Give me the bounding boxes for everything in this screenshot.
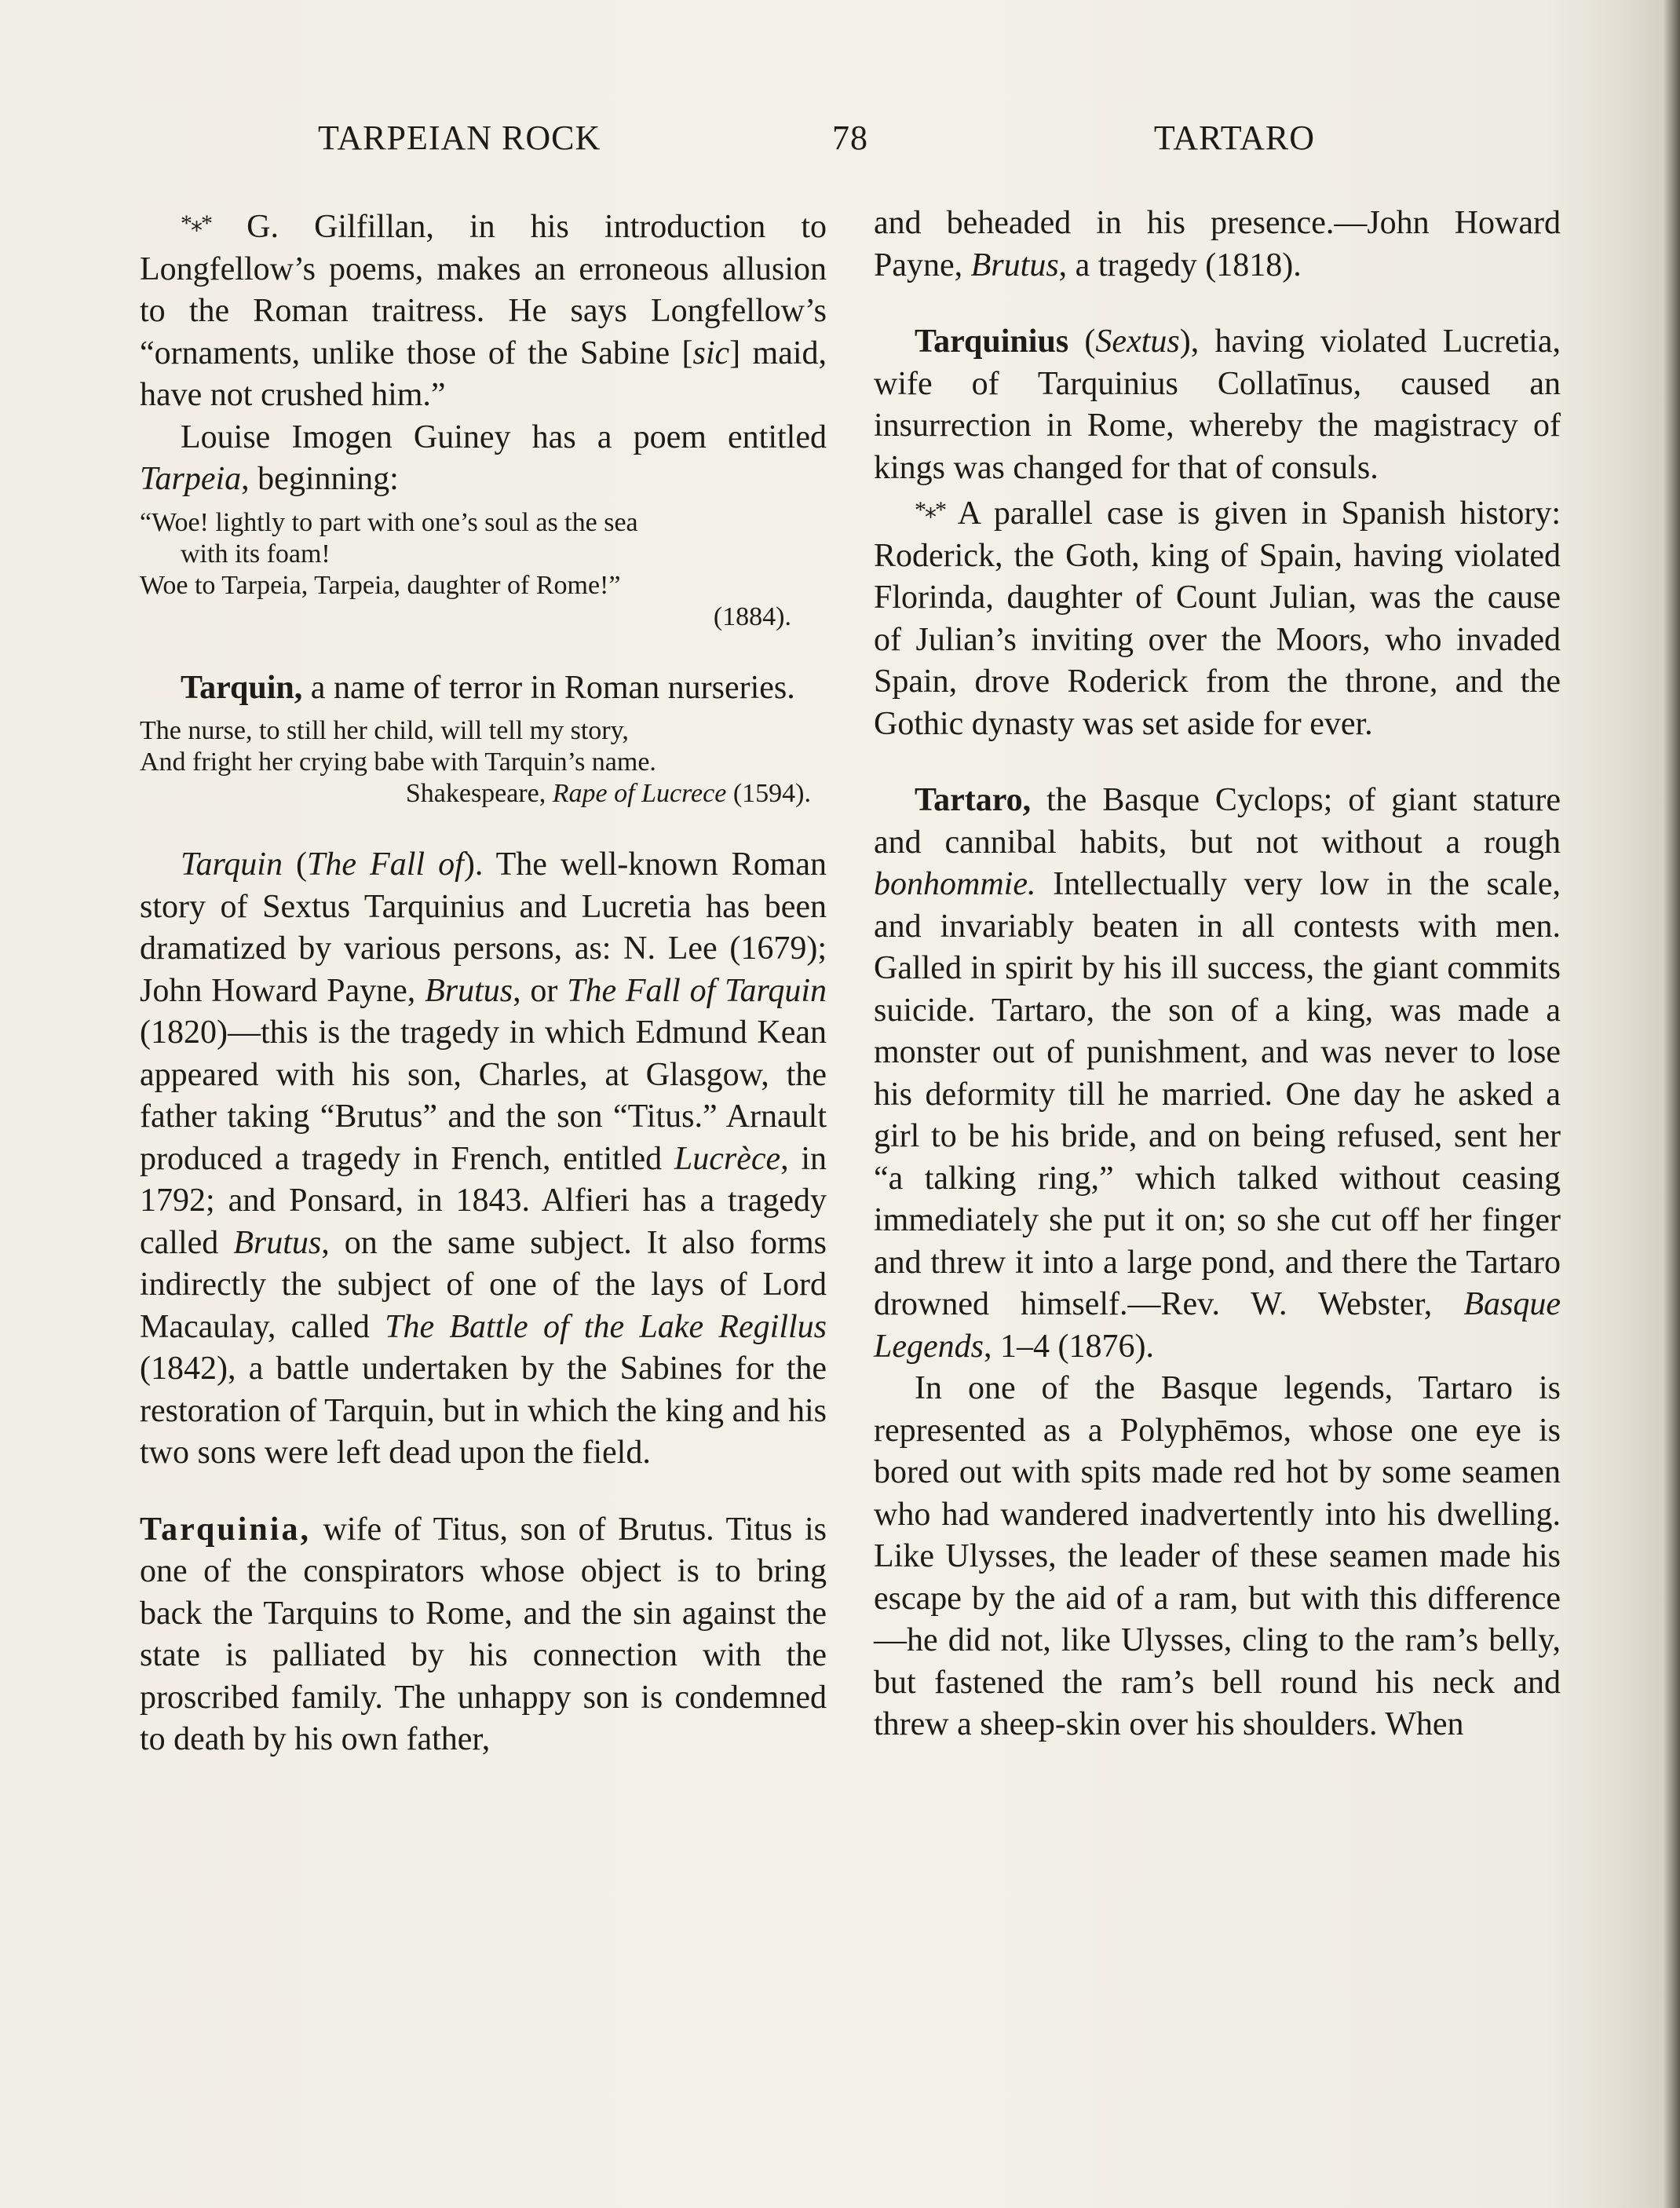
left-column xyxy=(140,203,827,1761)
guiney-paragraph: Louise Imogen Guiney has a poem entitled Tarpeia, beginning: xyxy=(140,419,827,497)
entry-tartaro: Tartaro, the Basque Cyclops; of giant stature and cannibal habits, but not without a rough bonhommie. Intellectually very low in the scale, and invariably beaten in all contests with men. Galled in spirit by his ill success, the giant commits suicide. Tartaro, the son of a king, was made a monster out of punishment, and was never to lose his deformity till he married. One day he asked a girl to be his bride, and on being refused, sent her “a talking ring,” which talked without ceasing immediately she put it on; so she cut off her finger and threw it into a large pond, and there the Tartaro drowned himself.—Rev. W. Webster, Basque Legends, 1–4 (1876). xyxy=(874,782,1561,1365)
page-edge xyxy=(1663,0,1680,2208)
entry-tarquinia: Tarquinia, wife of Titus, son of Brutus. Titus is one of the conspirators whose object is to bring back the Tarquins to Rome, and the sin against the state is palliated by his connection with the proscribed family. The unhappy son is condemned to death by his own father, xyxy=(140,1511,827,1757)
page-number: 78 xyxy=(832,119,868,157)
asterism: *⁎* xyxy=(915,497,945,523)
shakespeare-quote: The nurse, to still her child, will tell my story, And fright her crying babe with Tarquin’s name. Shakespeare, Rape of Lucrece (1594). xyxy=(140,715,827,810)
headword-tarquinius: Tarquinius xyxy=(915,324,1069,360)
running-header xyxy=(318,118,1315,173)
parallel-case-paragraph: *⁎* A parallel case is given in Spanish history: Roderick, the Goth, king of Spain, having violated Florinda, daughter of Count Julian, was the cause of Julian’s inviting over the Moors, who invaded Spain, drove Roderick from the throne, and the Gothic dynasty was set aside for ever. xyxy=(874,495,1561,742)
asterism: *⁎* xyxy=(181,210,211,236)
tarpeia-quote: “Woe! lightly to part with one’s soul as the sea with its foam! Woe to Tarpeia, Tarpeia, daughter of Rome!” (1884). xyxy=(140,507,791,631)
entry-tarquinius: Tarquinius (Sextus), having violated Lucretia, wife of Tarquinius Collatīnus, caused an insurrection in Rome, whereby the magistracy of kings was changed for that of consuls. xyxy=(874,324,1561,486)
gilfillan-paragraph: *⁎* G. Gilfillan, in his introduction to Longfellow’s poems, makes an erroneous allusion to the Roman traitress. He says Longfellow’s “ornaments, unlike those of the Sabine [sic] maid, have not crushed him.” xyxy=(140,209,827,413)
basque-legend-paragraph: In one of the Basque legends, Tartaro is represented as a Polyphēmos, whose one eye is bored out with spits made red hot by some seamen who had wandered inadvertently into his dwelling. Like Ulysses, the leader of these seamen made his escape by the aid of a ram, but with this difference—he did not, like Ulysses, cling to the ram’s belly, but fastened the ram’s bell round his neck and threw a sheep-skin over his shoulders. When xyxy=(874,1370,1561,1742)
headword-tartaro: Tartaro, xyxy=(915,782,1032,818)
entry-tarquin: Tarquin, a name of terror in Roman nurseries. xyxy=(181,669,795,706)
headword-tarquinia: Tarquinia, xyxy=(140,1511,311,1548)
header-left-title: TARPEIAN ROCK xyxy=(318,119,601,157)
quote-attribution: Shakespeare, Rape of Lucrece (1594). xyxy=(405,779,811,808)
tarquinia-continuation: and beheaded in his presence.—John Howard Payne, Brutus, a tragedy (1818). xyxy=(874,205,1561,283)
headword-tarquin: Tarquin, xyxy=(181,669,303,706)
right-column xyxy=(874,203,1561,1746)
entry-fall-of-tarquin: Tarquin (The Fall of). The well-known Roman story of Sextus Tarquinius and Lucretia has been dramatized by various persons, as: N. Lee (1679); John Howard Payne, Brutus, or The Fall of Tarquin (1820)—this is the tragedy in which Edmund Kean appeared with his son, Charles, at Glasgow, the father taking “Brutus” and the son “Titus.” Arnault produced a tragedy in French, entitled Lucrèce, in 1792; and Ponsard, in 1843. Alfieri has a tragedy called Brutus, on the same subject. It also forms indirectly the subject of one of the lays of Lord Macaulay, called The Battle of the Lake Regillus (1842), a battle undertaken by the Sabines for the restoration of Tarquin, but in which the king and his two sons were left dead upon the field. xyxy=(140,846,827,1471)
header-right-title: TARTARO xyxy=(1153,119,1315,157)
